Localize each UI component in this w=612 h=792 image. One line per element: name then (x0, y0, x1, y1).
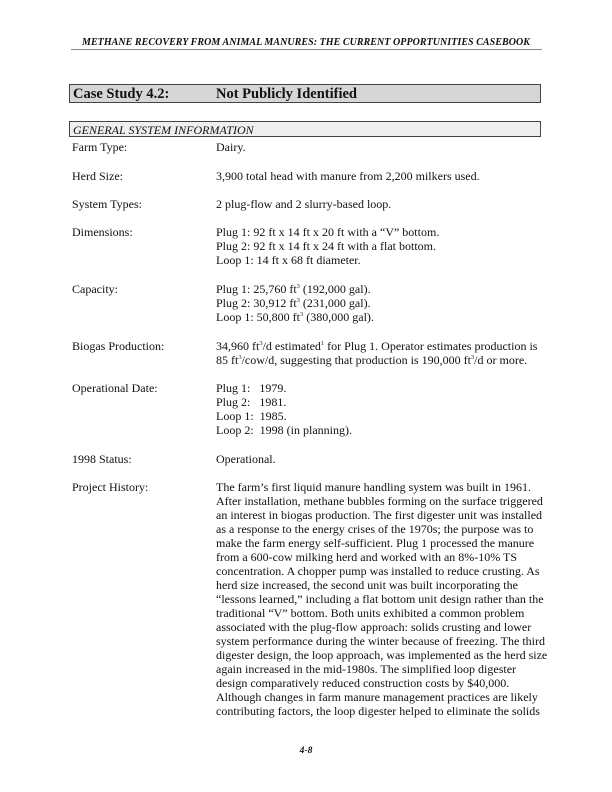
capacity-text: (192,000 gal). (299, 282, 371, 296)
running-header: METHANE RECOVERY FROM ANIMAL MANURES: THE CURRENT OPPORTUNITIES CASEBOOK (82, 37, 530, 48)
superscript: 3 (238, 354, 242, 361)
capacity-text: (380,000 gal). (303, 310, 374, 324)
field-label: Herd Size: (72, 169, 123, 183)
date-line: Loop 1: 1985. (216, 409, 287, 423)
field-value (216, 381, 546, 437)
history-line: concentration. A chopper pump was installed to reduce crusting. As (216, 564, 540, 578)
field-label: System Types: (72, 197, 142, 211)
history-line: system performance during the winter because of freezing. The third (216, 634, 545, 648)
biogas-text: /d estimated (262, 339, 321, 353)
history-line: digester design, the loop approach, was implemented as the herd size (216, 648, 548, 662)
case-study-number: Case Study 4.2: (73, 86, 170, 102)
history-line: contributing factors, the loop digester helped to eliminate the solids (216, 704, 540, 718)
capacity-text: (231,000 gal). (299, 296, 371, 310)
superscript: 3 (300, 311, 304, 318)
biogas-text: 85 ft (216, 353, 239, 367)
project-history-text (216, 480, 546, 718)
superscript: 3 (470, 354, 475, 361)
biogas-line (216, 339, 546, 353)
field-value (216, 225, 546, 267)
history-line: make the farm energy self-sufficient. Plug 1 processed the manure (216, 536, 535, 550)
section-title: GENERAL SYSTEM INFORMATION (73, 123, 254, 137)
history-line: again increased in the mid-1980s. The simplified loop digester (216, 662, 517, 676)
biogas-text: /d or more. (474, 353, 528, 367)
field-label: Capacity: (72, 282, 118, 296)
field-value: 3,900 total head with manure from 2,200 milkers used. (216, 169, 480, 183)
case-study-title-box (69, 84, 541, 103)
header-rule (71, 49, 542, 50)
history-line: associated with the plug-flow approach: solids crusting and lower (216, 620, 532, 634)
footnote-marker: 1 (320, 340, 325, 347)
history-line: an interest in biogas production. The first digester unit was installed (216, 508, 543, 522)
field-label: 1998 Status: (72, 452, 132, 466)
field-label: Farm Type: (72, 140, 128, 154)
dimension-line: Loop 1: 14 ft x 68 ft diameter. (216, 253, 361, 267)
history-line: herd size increased, the second unit was built incorporating the (216, 578, 518, 592)
dimension-line: Plug 1: 92 ft x 14 ft x 20 ft with a “V” bottom. (216, 225, 440, 239)
history-line: traditional “V” bottom. Both units exhibited a common problem (216, 606, 525, 620)
section-header (69, 121, 541, 137)
capacity-line (216, 296, 546, 310)
field-label: Operational Date: (72, 381, 158, 395)
superscript: 3 (259, 340, 263, 347)
history-line: The farm’s first liquid manure handling system was built in 1961. (216, 480, 531, 494)
field-value: 2 plug-flow and 2 slurry-based loop. (216, 197, 392, 211)
superscript: 3 (296, 297, 300, 304)
capacity-text: Plug 1: 25,760 ft (216, 282, 297, 296)
history-line: After installation, methane bubbles forming on the surface triggered (216, 494, 543, 508)
capacity-line (216, 282, 546, 296)
biogas-text: /cow/d, suggesting that production is 190,000 ft (241, 353, 471, 367)
capacity-text: Loop 1: 50,800 ft (216, 310, 300, 324)
field-value: Operational. (216, 452, 276, 466)
dimension-line: Plug 2: 92 ft x 14 ft x 24 ft with a flat bottom. (216, 239, 436, 253)
date-line: Plug 2: 1981. (216, 395, 287, 409)
history-line: design comparatively reduced construction costs by $40,000. (216, 676, 510, 690)
field-label: Dimensions: (72, 225, 133, 239)
date-line: Plug 1: 1979. (216, 381, 287, 395)
field-value: Dairy. (216, 140, 246, 154)
biogas-text: 34,960 ft (216, 339, 260, 353)
field-label: Biogas Production: (72, 339, 165, 353)
capacity-text: Plug 2: 30,912 ft (216, 296, 297, 310)
biogas-text: for Plug 1. Operator estimates production is (324, 339, 538, 353)
page-number: 4-8 (299, 746, 313, 756)
history-line: as a response to the energy crises of the 1970s; the purpose was to (216, 522, 534, 536)
field-value (216, 282, 546, 324)
case-study-title: Not Publicly Identified (216, 86, 357, 102)
date-line: Loop 2: 1998 (in planning). (216, 423, 352, 437)
field-value (216, 339, 546, 367)
superscript: 3 (296, 283, 300, 290)
capacity-line (216, 310, 546, 324)
history-line: “lessons learned,” including a flat bottom unit design rather than the (216, 592, 544, 606)
history-line: from a 600-cow milking herd and worked with an 8%-10% TS (216, 550, 518, 564)
history-line: Although changes in farm manure management practices are likely (216, 690, 538, 704)
biogas-line (216, 353, 546, 367)
field-label: Project History: (72, 480, 149, 494)
